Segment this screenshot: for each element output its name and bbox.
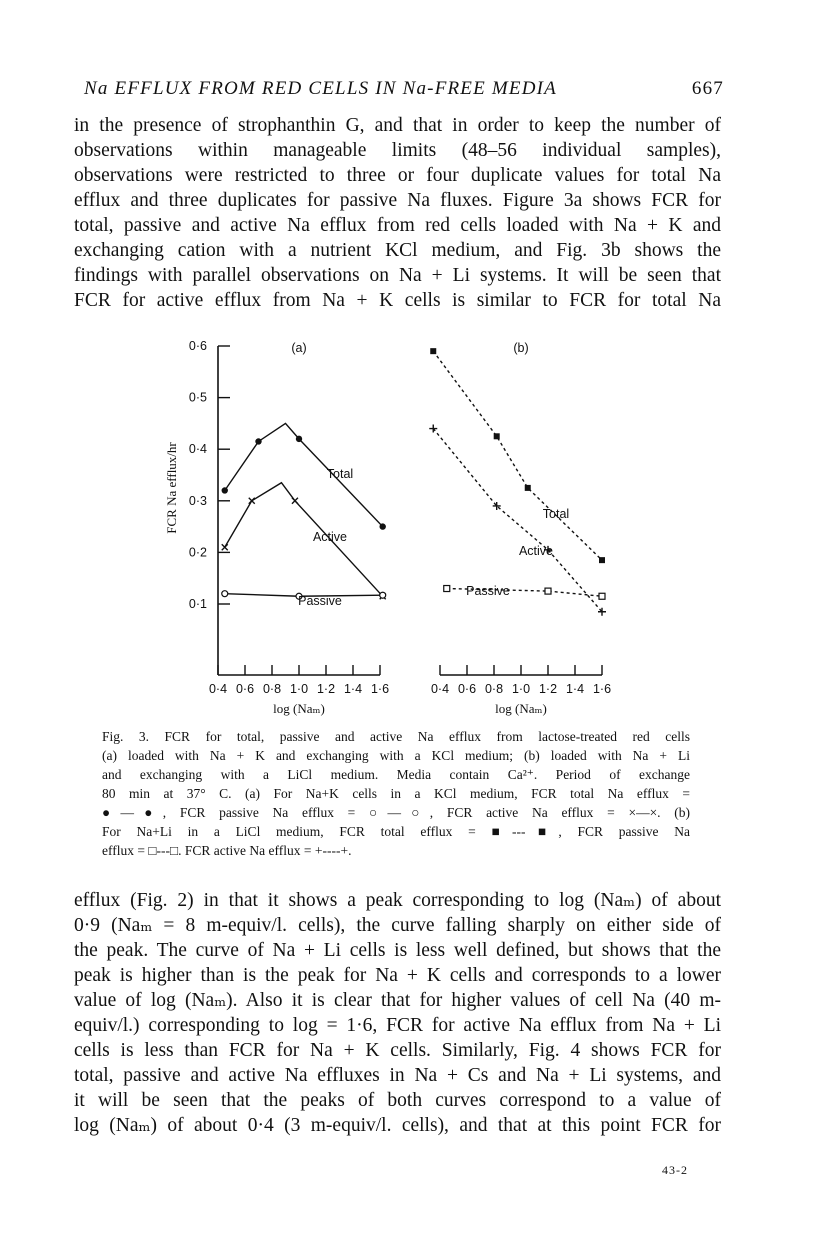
caption-line: (a) loaded with Na + K and exchanging with a KCl medium; (b) loaded with Na + Li xyxy=(102,748,690,763)
text-line: in the presence of strophanthin G, and that in order to keep the number of xyxy=(74,115,721,136)
text-line: total, passive and active Na efflux from red cells loaded with Na + K and xyxy=(74,215,721,236)
body-paragraph-2 xyxy=(74,888,721,1138)
series-label: Active xyxy=(312,530,348,544)
data-point xyxy=(494,433,500,439)
y-tick-label: 0·2 xyxy=(188,545,207,560)
text-line: equiv/l.) corresponding to log = 1·6, FCR for active Na efflux from Na + Li xyxy=(74,1015,721,1036)
data-point xyxy=(222,487,228,493)
series-label: Total xyxy=(542,507,570,521)
data-point xyxy=(429,425,437,433)
caption-line: and exchanging with a LiCl medium. Media contain Ca²⁺. Period of exchange xyxy=(102,767,690,782)
text-line: exchanging cation with a nutrient KCl medium, and Fig. 3b shows the xyxy=(74,240,721,261)
text-line: the peak. The curve of Na + Li cells is less well defined, but shows that the xyxy=(74,940,721,961)
x-tick-label: 1·2 xyxy=(538,682,558,696)
data-point xyxy=(380,592,386,598)
text-line: peak is higher than is the peak for Na + K cells and corresponds to a lower xyxy=(74,965,721,986)
x-tick-label: 0·6 xyxy=(457,682,477,696)
series-line-active xyxy=(225,483,383,597)
text-line: value of log (Naₘ). Also it is clear that for higher values of cell Na (40 m- xyxy=(74,990,721,1011)
signature-mark: 43-2 xyxy=(662,1163,688,1177)
x-tick-label: 1·6 xyxy=(592,682,612,696)
x-axis-label: log (Naₘ) xyxy=(495,701,547,716)
x-tick-label: 1·0 xyxy=(511,682,531,696)
data-point xyxy=(444,586,450,592)
data-point xyxy=(545,588,551,594)
x-tick-label: 0·8 xyxy=(484,682,504,696)
data-point xyxy=(292,498,298,504)
y-tick-label: 0·5 xyxy=(188,390,207,405)
x-tick-label: 0·4 xyxy=(430,682,450,696)
x-tick-label: 0·6 xyxy=(235,682,255,696)
series-line-active xyxy=(433,429,602,612)
text-line: efflux (Fig. 2) in that it shows a peak corresponding to log (Naₘ) of about xyxy=(74,890,721,911)
x-tick-label: 0·4 xyxy=(208,682,228,696)
caption-line: Fig. 3. FCR for total, passive and active Na efflux from lactose-treated red cells xyxy=(102,729,690,744)
caption-line: 80 min at 37° C. (a) For Na+K cells in a KCl medium, FCR total Na efflux = xyxy=(102,786,690,801)
y-tick-label: 0·4 xyxy=(188,442,207,457)
running-title: Na EFFLUX FROM RED CELLS IN Na-FREE MEDIA xyxy=(84,78,557,99)
body-paragraph-1 xyxy=(74,113,721,313)
y-tick-label: 0·3 xyxy=(188,493,207,508)
fcr-chart xyxy=(150,330,670,720)
series-label: Passive xyxy=(466,584,510,598)
figure-3 xyxy=(150,330,670,720)
page-number: 667 xyxy=(691,78,724,99)
data-point xyxy=(255,438,261,444)
caption-line: ●—●, FCR passive Na efflux = ○—○, FCR active Na efflux = ×—×. (b) xyxy=(102,805,690,820)
data-point xyxy=(599,593,605,599)
series-label: Active xyxy=(518,544,554,558)
panel-label: (b) xyxy=(513,341,529,355)
text-line: log (Naₘ) of about 0·4 (3 m-equiv/l. cells), and that at this point FCR for xyxy=(74,1115,721,1136)
running-header xyxy=(84,78,724,100)
y-axis-label: FCR Na efflux/hr xyxy=(164,442,179,534)
text-line: total, passive and active Na effluxes in Na + Cs and Na + Li systems, and xyxy=(74,1065,721,1086)
x-axis-label: log (Naₘ) xyxy=(273,701,325,716)
text-line: cells is less than FCR for Na + K cells. Similarly, Fig. 4 shows FCR for xyxy=(74,1040,721,1061)
figure-caption xyxy=(102,727,690,860)
y-tick-label: 0·1 xyxy=(188,597,207,611)
panel-label: (a) xyxy=(291,341,307,355)
x-tick-label: 1·6 xyxy=(370,682,390,696)
text-line: observations were restricted to three or four duplicate values for total Na xyxy=(74,165,721,186)
caption-line: For Na+Li in a LiCl medium, FCR total efflux = ■---■, FCR passive Na xyxy=(102,824,690,839)
text-line: FCR for active efflux from Na + K cells is similar to FCR for total Na xyxy=(74,290,721,311)
x-tick-label: 1·4 xyxy=(343,682,363,696)
text-line: observations within manageable limits (48–56 individual samples), xyxy=(74,140,721,161)
data-point xyxy=(380,523,386,529)
data-point xyxy=(296,436,302,442)
data-point xyxy=(599,557,605,563)
series-line-total xyxy=(433,351,602,560)
data-point xyxy=(222,544,228,550)
x-tick-label: 1·2 xyxy=(316,682,336,696)
text-line: efflux and three duplicates for passive Na fluxes. Figure 3a shows FCR for xyxy=(74,190,721,211)
text-line: findings with parallel observations on Na + Li systems. It will be seen that xyxy=(74,265,721,286)
text-line: it will be seen that the peaks of both curves correspond to a value of xyxy=(74,1090,721,1111)
text-line: 0·9 (Naₘ = 8 m-equiv/l. cells), the curve falling sharply on either side of xyxy=(74,915,721,936)
data-point xyxy=(222,591,228,597)
x-tick-label: 0·8 xyxy=(262,682,282,696)
series-label: Total xyxy=(326,467,354,481)
series-label: Passive xyxy=(298,594,342,608)
data-point xyxy=(598,608,606,616)
caption-line: efflux = □---□. FCR active Na efflux = +----+. xyxy=(102,843,352,858)
x-tick-label: 1·4 xyxy=(565,682,585,696)
data-point xyxy=(430,348,436,354)
data-point xyxy=(525,485,531,491)
y-tick-label: 0·6 xyxy=(188,339,207,353)
x-tick-label: 1·0 xyxy=(289,682,309,696)
data-point xyxy=(249,498,255,504)
